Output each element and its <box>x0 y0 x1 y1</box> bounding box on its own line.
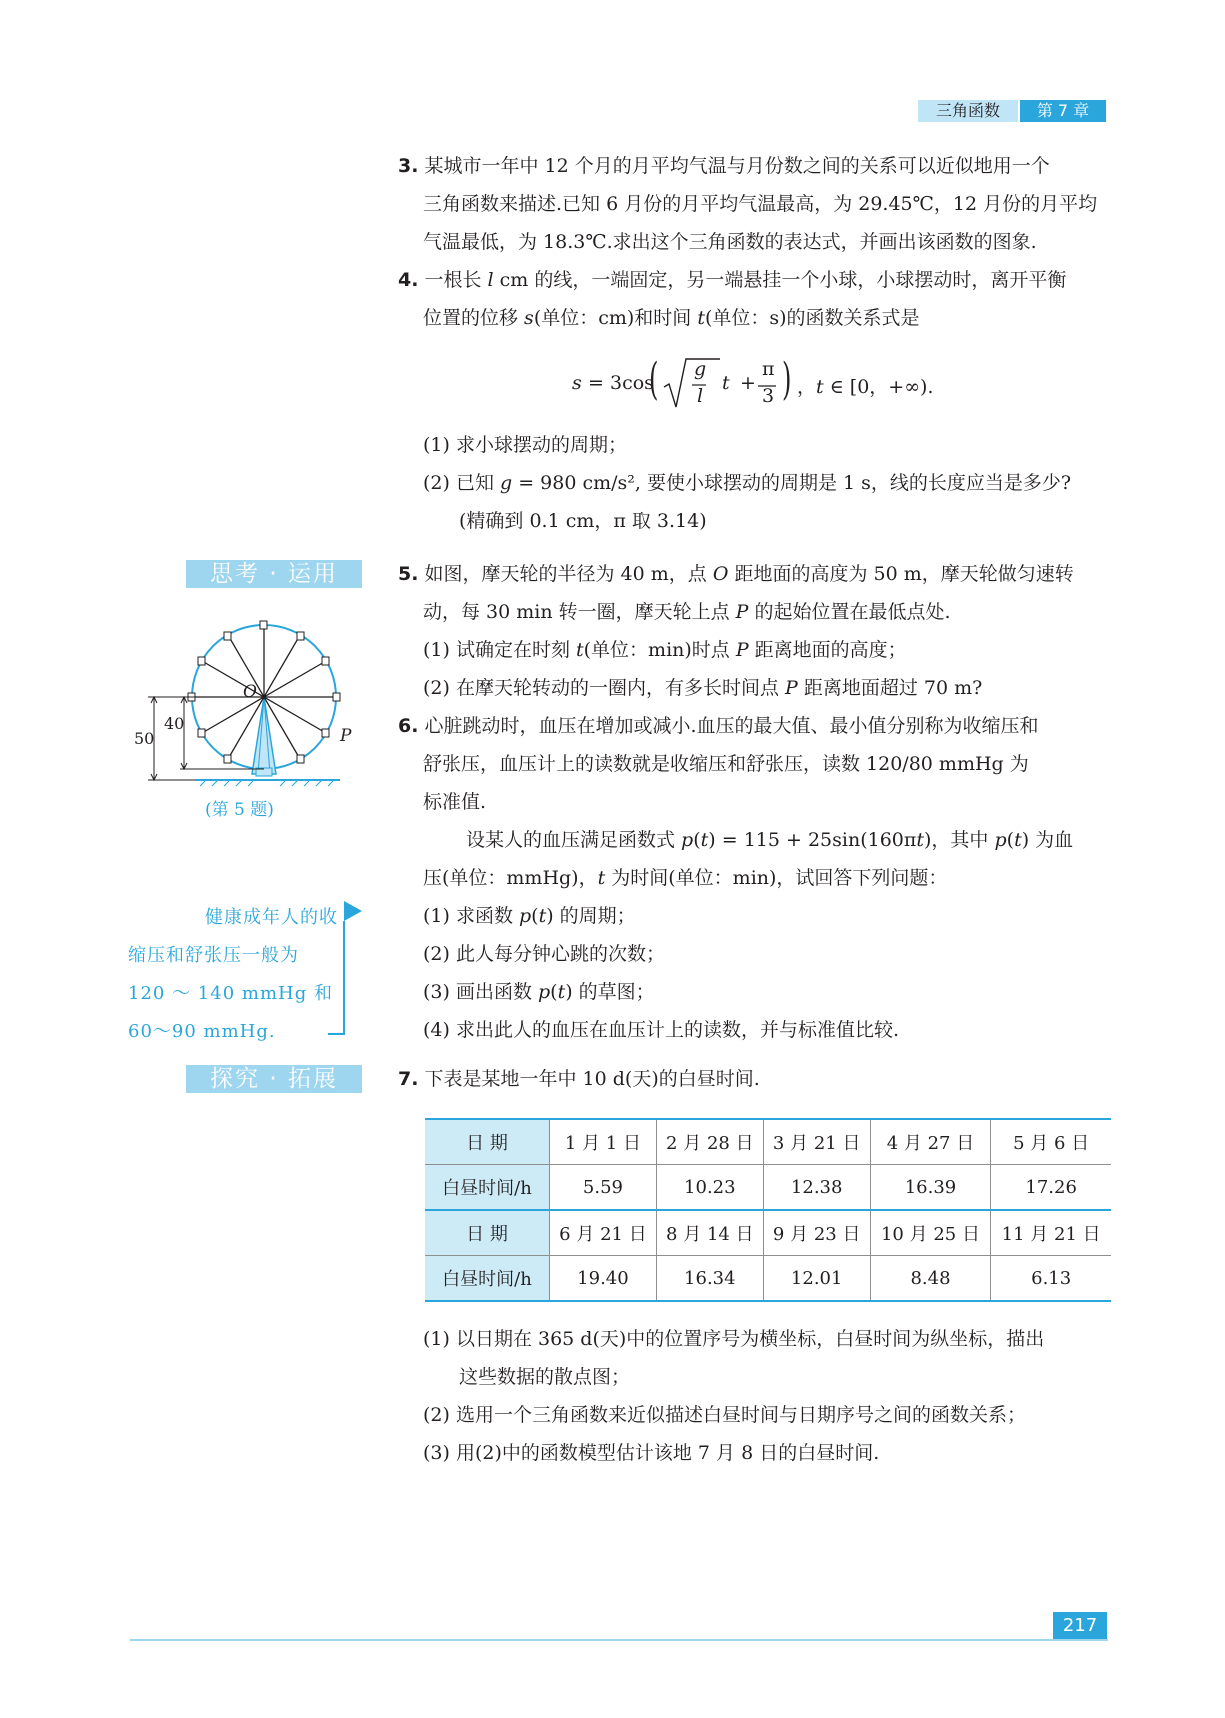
formula-domain-range: ∈ [0，+∞). <box>823 376 934 398</box>
problem-5-q1-a: (1) 试确定在时刻 <box>423 639 576 661</box>
table-cell-date: 2 月 28 日 <box>656 1119 763 1165</box>
problem-5-text-2b: 的起始位置在最低点处. <box>748 601 951 623</box>
var-p: p <box>681 829 694 851</box>
formula-s: s <box>572 372 582 394</box>
formula-domain-t: t <box>816 376 824 398</box>
table-cell-date: 5 月 6 日 <box>991 1119 1111 1165</box>
var-P: P <box>785 677 798 699</box>
problem-6-text-4a: 设某人的血压满足函数式 <box>466 829 682 851</box>
problem-6-line-4 <box>466 827 1073 853</box>
problem-4-q2-b: = 980 cm/s², 要使小球摆动的周期是 1 s，线的长度应当是多少? <box>512 472 1072 494</box>
problem-7-number: 7. <box>398 1068 419 1090</box>
var-t: t <box>597 867 606 889</box>
var-t: t <box>576 639 584 661</box>
formula-eq: = 3cos <box>582 372 654 394</box>
problem-7-text-1: 下表是某地一年中 10 d(天)的白昼时间. <box>424 1068 760 1090</box>
problem-4-q1: (1) 求小球摆动的周期； <box>423 434 627 456</box>
problem-6-line-1 <box>398 713 1039 739</box>
problem-7-q2: (2) 选用一个三角函数来近似描述白昼时间与日期序号之间的函数关系； <box>423 1404 1026 1426</box>
table-cell-hours: 12.01 <box>763 1256 870 1302</box>
problem-4-q2 <box>423 470 1071 496</box>
problem-5-text-2a: 动，每 30 min 转一圈，摩天轮上点 <box>423 601 736 623</box>
var-p: p <box>538 981 551 1003</box>
problem-5-q1-b: (单位：min)时点 <box>583 639 736 661</box>
problem-6-q1 <box>423 903 636 929</box>
var-P: P <box>735 601 749 623</box>
formula-three: 3 <box>762 385 775 407</box>
label-40: 40 <box>164 714 185 733</box>
table-header-hours: 白昼时间/h <box>425 1256 550 1302</box>
var-t: t <box>700 829 709 851</box>
problem-6-q2: (2) 此人每分钟心跳的次数； <box>423 943 665 965</box>
problem-6-line-2: 舒张压，血压计上的读数就是收缩压和舒张压，读数 120/80 mmHg 为 <box>423 753 1029 775</box>
problem-6-line-3: 标准值. <box>423 791 487 813</box>
margin-note-line-4: 60～90 mmHg. <box>128 1021 276 1042</box>
paren-open: ( <box>1006 829 1015 851</box>
margin-note-line-3: 120 ～ 140 mmHg 和 <box>128 983 333 1004</box>
problem-6-q4: (4) 求出此人的血压在血压计上的读数，并与标准值比较. <box>423 1019 899 1041</box>
var-t: t <box>916 829 925 851</box>
chapter-number-tag: 第 7 章 <box>1020 100 1106 122</box>
var-P: P <box>735 639 749 661</box>
var-t: t <box>1014 829 1022 851</box>
problem-7-q3: (3) 用(2)中的函数模型估计该地 7 月 8 日的白昼时间. <box>423 1442 880 1464</box>
problem-6-q3 <box>423 979 655 1005</box>
paren-open: ( <box>693 829 701 851</box>
problem-6-q3-c: ) 的草图； <box>565 981 655 1003</box>
problem-6-q1-c: ) 的周期； <box>546 905 636 927</box>
problem-5-q2-a: (2) 在摩天轮转动的一圈内，有多长时间点 <box>423 677 785 699</box>
page-number: 217 <box>1053 1612 1107 1640</box>
var-t: t <box>538 905 547 927</box>
table-row-hours-1 <box>425 1165 1111 1211</box>
table-cell-hours: 6.13 <box>991 1256 1111 1302</box>
table-cell-date: 4 月 27 日 <box>870 1119 991 1165</box>
table-row-dates-1 <box>425 1119 1111 1165</box>
problem-7-q1: (1) 以日期在 365 d(天)中的位置序号为横坐标，白昼时间为纵坐标，描出 <box>423 1328 1045 1350</box>
table-cell-hours: 16.39 <box>870 1165 991 1211</box>
formula-comma: ， <box>797 376 817 398</box>
table-cell-hours: 19.40 <box>550 1256 657 1302</box>
var-p: p <box>994 829 1007 851</box>
table-header-date: 日 期 <box>425 1119 550 1165</box>
problem-6-q3-a: (3) 画出函数 <box>423 981 538 1003</box>
problem-6-text-5b: 为时间(单位：min)，试回答下列问题： <box>605 867 948 889</box>
problem-6-text-4c: ) = 115 + 25sin(160π <box>708 829 917 851</box>
table-cell-date: 1 月 1 日 <box>550 1119 657 1165</box>
problem-5-line-2 <box>423 599 951 625</box>
problem-5-q2-b: 距离地面超过 70 m? <box>797 677 983 699</box>
formula-domain <box>797 372 934 399</box>
table-cell-hours: 12.38 <box>763 1165 870 1211</box>
ferris-wheel-figure <box>134 596 365 796</box>
pendulum-formula <box>572 355 972 415</box>
label-P: P <box>340 726 352 746</box>
table-row-hours-2 <box>425 1256 1111 1302</box>
formula-pi: π <box>762 358 775 380</box>
var-s: s <box>524 307 534 329</box>
problem-5-q2 <box>423 675 982 701</box>
problem-3-number: 3. <box>398 155 419 177</box>
formula-g: g <box>694 358 707 380</box>
figure-caption: (第 5 题) <box>205 800 274 820</box>
table-cell-hours: 17.26 <box>991 1165 1111 1211</box>
table-cell-date: 6 月 21 日 <box>550 1210 657 1256</box>
var-t: t <box>697 307 705 329</box>
formula-left-paren: ( <box>649 354 659 405</box>
problem-5-text-1a: 如图，摩天轮的半径为 40 m，点 <box>424 563 713 585</box>
problem-4-text-2c: (单位：cm)和时间 <box>533 307 698 329</box>
formula-sqrt-sign <box>662 357 722 411</box>
problem-4-line-1 <box>398 267 1066 293</box>
problem-6-q1-a: (1) 求函数 <box>423 905 519 927</box>
table-cell-date: 11 月 21 日 <box>991 1210 1111 1256</box>
paren-open: ( <box>531 905 539 927</box>
table-header-date: 日 期 <box>425 1210 550 1256</box>
problem-6-number: 6. <box>398 715 419 737</box>
formula-l: l <box>697 385 704 407</box>
problem-6-text-5a: 压(单位：mmHg)， <box>423 867 598 889</box>
table-header-hours: 白昼时间/h <box>425 1165 550 1211</box>
problem-5-number: 5. <box>398 563 419 585</box>
problem-5-line-1 <box>398 561 1074 587</box>
table-cell-hours: 8.48 <box>870 1256 991 1302</box>
label-O: O <box>243 682 257 702</box>
margin-note-bracket <box>326 899 366 1039</box>
formula-right-paren: ) <box>782 354 792 405</box>
table-cell-date: 9 月 23 日 <box>763 1210 870 1256</box>
problem-6-line-5 <box>423 865 947 891</box>
paren-open: ( <box>550 981 558 1003</box>
problem-4-q2-a: (2) 已知 <box>423 472 500 494</box>
problem-6-text-4d: )，其中 <box>924 829 995 851</box>
problem-4-text-2a: 位置的位移 <box>423 307 525 329</box>
problem-4-line-2 <box>423 305 920 331</box>
problem-4-text-1a: 一根长 <box>424 269 488 291</box>
problem-4-text-2e: (单位：s)的函数关系式是 <box>704 307 920 329</box>
problem-5-text-1b: 距地面的高度为 50 m，摩天轮做匀速转 <box>728 563 1074 585</box>
table-cell-hours: 5.59 <box>550 1165 657 1211</box>
problem-7-q1-cont: 这些数据的散点图； <box>459 1366 631 1388</box>
problem-7-line-1 <box>398 1066 760 1092</box>
table-cell-date: 8 月 14 日 <box>656 1210 763 1256</box>
margin-note-line-2: 缩压和舒张压一般为 <box>128 945 299 966</box>
problem-4-number: 4. <box>398 269 419 291</box>
var-t: t <box>557 981 566 1003</box>
chapter-name-tag: 三角函数 <box>918 100 1018 122</box>
var-p: p <box>519 905 532 927</box>
problem-3-line-2: 三角函数来描述.已知 6 月份的月平均气温最高，为 29.45℃，12 月份的月平均 <box>423 193 1098 215</box>
table-cell-date: 10 月 25 日 <box>870 1210 991 1256</box>
daylight-table <box>425 1118 1111 1302</box>
label-50: 50 <box>134 729 155 748</box>
bracket-arrow-icon <box>344 901 362 921</box>
problem-3-line-3: 气温最低，为 18.3℃.求出这个三角函数的表达式，并画出该函数的图象. <box>423 231 1037 253</box>
problem-4-q2-note: (精确到 0.1 cm，π 取 3.14) <box>459 510 707 532</box>
table-cell-date: 3 月 21 日 <box>763 1119 870 1165</box>
section-banner-think: 思考 · 运用 <box>186 560 362 588</box>
problem-6-text-1: 心脏跳动时，血压在增加或减小.血压的最大值、最小值分别称为收缩压和 <box>424 715 1039 737</box>
problem-5-q1-c: 距离地面的高度； <box>748 639 907 661</box>
problem-5-q1 <box>423 637 907 663</box>
table-cell-hours: 16.34 <box>656 1256 763 1302</box>
footer-rule <box>130 1639 1108 1641</box>
var-g: g <box>500 472 513 494</box>
problem-3-line-1 <box>398 153 1050 179</box>
support-tower <box>252 697 276 774</box>
formula-t: t <box>722 372 730 394</box>
var-O: O <box>712 563 729 585</box>
problem-3-text-1: 某城市一年中 12 个月的月平均气温与月份数之间的关系可以近似地用一个 <box>424 155 1050 177</box>
formula-plus: + <box>740 372 756 394</box>
problem-6-text-4f: ) 为血 <box>1021 829 1074 851</box>
margin-note <box>128 899 338 1051</box>
margin-note-line-1: 健康成年人的收 <box>205 907 338 928</box>
section-banner-explore: 探究 · 拓展 <box>186 1065 362 1093</box>
problem-4-text-1c: cm 的线，一端固定，另一端悬挂一个小球，小球摆动时，离开平衡 <box>493 269 1067 291</box>
var-l: l <box>487 269 494 291</box>
table-cell-hours: 10.23 <box>656 1165 763 1211</box>
table-row-dates-2 <box>425 1210 1111 1256</box>
